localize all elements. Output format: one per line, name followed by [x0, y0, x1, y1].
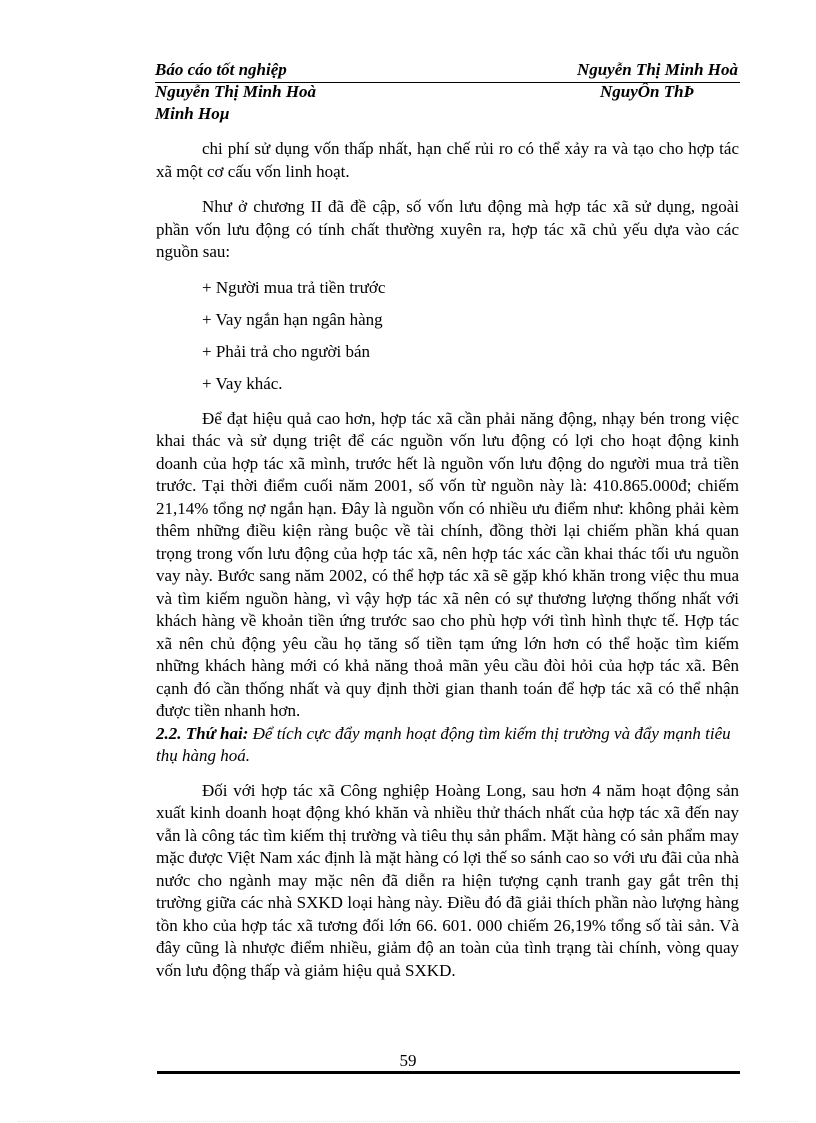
footer-rule — [157, 1071, 740, 1074]
list-item: + Người mua trả tiền trước — [202, 277, 386, 297]
header-report-title: Báo cáo tốt nghiệp — [155, 60, 287, 79]
page-edge-dotted-line — [18, 1121, 798, 1122]
header-author-name: Nguyễn Thị Minh Hoà — [576, 60, 738, 79]
section-heading — [156, 723, 739, 767]
header-author-garbled: NguyÔn ThÞ — [600, 82, 694, 101]
document-body — [156, 138, 739, 982]
paragraph-working-capital-sources: Như ở chương II đã đề cập, số vốn lưu động mà hợp tác xã sử dụng, ngoài phần vốn lưu động có tính chất thường xuyên ra, hợp tác xã chủ yếu dựa vào các nguồn sau: — [156, 197, 739, 261]
paragraph-market: Đối với hợp tác xã Công nghiệp Hoàng Long, sau hơn 4 năm hoạt động sản xuất kinh doanh hoạt động khó khăn và nhiều thử thách nhất của hợp tác xã đến nay vẫn là công tác tìm kiếm thị trường và tiêu thụ sản phẩm. Mặt hàng có sản phẩm may mặc được Việt Nam xác định là mặt hàng có lợi thế so sánh cao so với ưu đãi của nhà nước cho ngành may mặc nên đã diễn ra hiện tượng cạnh tranh gay gắt trên thị trường giữa các nhà SXKD loại hàng này. Điều đó đã giải thích phần nào lượng hàng tồn kho của hợp tác xã tương đối lớn 66. 601. 000 chiếm 26,19% tổng số tài sản. Và đây cũng là nhược điểm nhiều, giảm độ an toàn của tình trạng tài chính, vòng quay vốn lưu động thấp và giảm hiệu quả SXKD. — [156, 780, 739, 980]
funding-source-list — [156, 277, 739, 395]
section-title: Để tích cực đẩy mạnh hoạt động tìm kiếm thị trường và đẩy mạnh tiêu thụ hàng hoá. — [156, 723, 731, 765]
list-item: + Phải trả cho người bán — [202, 341, 371, 361]
paragraph-efficiency: Để đạt hiệu quả cao hơn, hợp tác xã cần phải năng động, nhạy bén trong việc khai thác và sử dụng triệt để các nguồn vốn lưu động có lợi cho hoạt động kinh doanh của hợp tác xã mình, trước hết là nguồn vốn lưu động do người mua trả tiền trước. Tại thời điểm cuối năm 2001, số vốn từ nguồn này là: 410.865.000đ; chiếm 21,14% tổng nợ ngắn hạn. Đây là nguồn vốn có nhiều ưu điểm như: không phải kèm thêm những điều kiện ràng buộc về tài chính, đồng thời lại chiếm phần khá quan trọng trong vốn lưu động của hợp tác xã, nên hợp tác xác cần khai thác tối ưu nguồn vay này. Bước sang năm 2002, có thể hợp tác xã sẽ gặp khó khăn trong việc thu mua và tìm kiếm nguồn hàng, vì vậy hợp tác xã nên có sự thương lượng thống nhất với khách hàng về khoản tiền ứng trước sao cho phù hợp với tình hình thực tế. Hợp tác xã nên chủ động yêu cầu họ tăng số tiền tạm ứng lớn hơn có thể hoặc tìm kiếm những khách hàng mới có khả năng thoả mãn yêu cầu đòi hỏi của hợp tác xã. Bên cạnh đó cần thống nhất và quy định thời gian thanh toán để hợp tác xã có thể nhận được tiền nhanh hơn. — [156, 408, 739, 720]
section-number: 2.2. Thứ hai: — [156, 723, 249, 743]
header-author-repeat: Nguyễn Thị Minh Hoà — [155, 82, 317, 101]
paragraph-cost-of-capital: chi phí sử dụng vốn thấp nhất, hạn chế rủi ro có thể xảy ra và tạo cho hợp tác xã một cơ cấu vốn linh hoạt. — [156, 139, 739, 181]
list-item: + Vay khác. — [202, 373, 283, 393]
page-number: 59 — [399, 1051, 417, 1070]
list-item: + Vay ngắn hạn ngân hàng — [202, 309, 383, 329]
header-author-garbled-2: Minh Hoµ — [155, 104, 230, 123]
